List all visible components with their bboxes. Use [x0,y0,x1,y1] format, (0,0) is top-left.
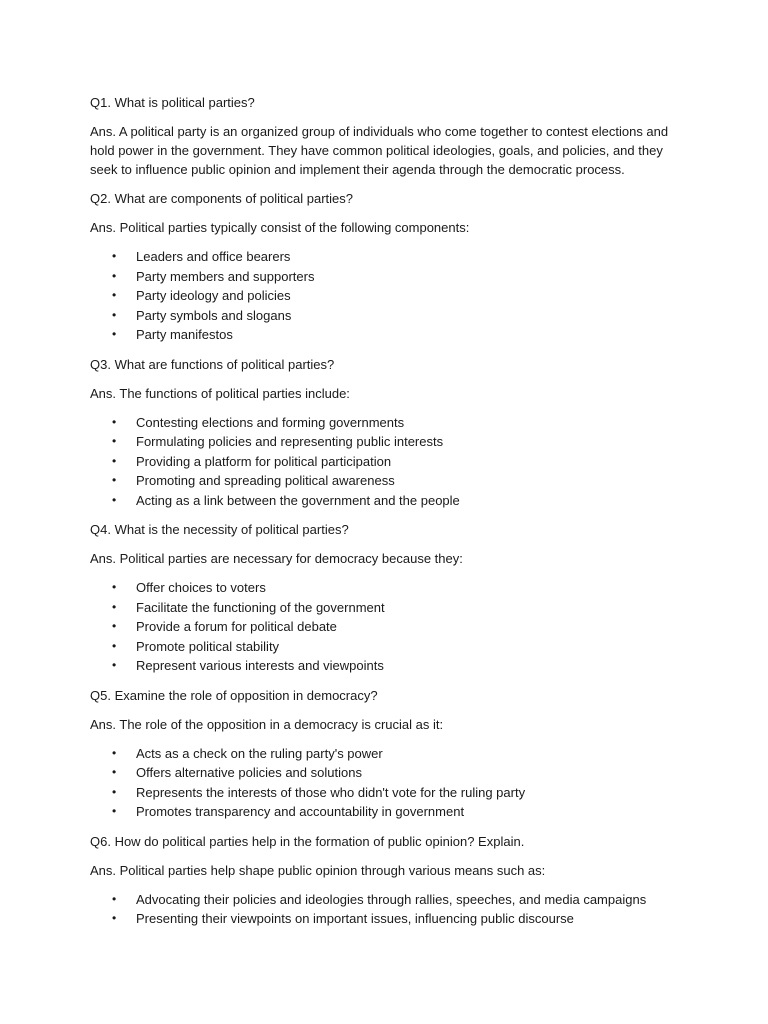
list-item-text: Facilitate the functioning of the government [136,599,385,615]
list-item-text: Providing a platform for political participation [136,453,392,469]
bullet-icon: • [112,911,117,925]
list-item [112,783,690,803]
list-item-text: Acting as a link between the government and the people [136,492,460,508]
list-item [112,471,690,491]
list-item-text: Promote political stability [136,638,280,654]
list-item [112,432,690,452]
bullet-icon: • [112,580,117,594]
list-item [112,578,690,598]
bullet-icon: • [112,434,117,448]
list-item-text: Party manifestos [136,327,233,342]
question-4: Q4. What is the necessity of political parties? [90,522,349,537]
list-item [112,325,690,345]
list-item [112,763,690,783]
question-6: Q6. How do political parties help in the formation of public opinion? Explain. [90,833,525,849]
list-item [112,306,690,326]
bullet-list-4 [90,578,690,676]
bullet-icon: • [112,765,117,779]
list-item-text: Formulating policies and representing public interests [136,434,444,449]
list-item-text: Offers alternative policies and solutions [136,765,362,780]
list-item [112,491,690,511]
answer-4: Ans. Political parties are necessary for democracy because they: [90,551,463,566]
bullet-list-2 [90,247,690,345]
bullet-icon: • [112,307,117,322]
answer-5: Ans. The role of the opposition in a democracy is crucial as it: [90,716,444,732]
list-item [112,598,690,618]
question-2: Q2. What are components of political parties? [90,191,354,206]
list-item [112,802,690,822]
bullet-icon: • [112,327,117,341]
bullet-icon: • [112,784,117,799]
list-item [112,413,690,433]
bullet-icon: • [112,414,117,429]
answer-6: Ans. Political parties help shape public opinion through various means such as: [90,862,546,878]
bullet-icon: • [112,453,117,468]
list-item-text: Party ideology and policies [136,288,291,303]
bullet-icon: • [112,268,117,283]
list-item [112,890,690,910]
question-5: Q5. Examine the role of opposition in democracy? [90,687,378,703]
list-item-text: Promoting and spreading political awareness [136,473,395,488]
bullet-icon: • [112,492,117,507]
list-item [112,909,690,929]
bullet-icon: • [112,619,117,633]
list-item [112,452,690,472]
list-item-text: Offer choices to voters [136,580,266,595]
list-item-text: Advocating their policies and ideologies through rallies, speeches, and media campaigns [136,891,647,907]
list-item-text: Presenting their viewpoints on important issues, influencing public discourse [136,911,574,926]
list-item-text: Represents the interests of those who didn't vote for the ruling party [136,784,526,800]
list-item [112,656,690,676]
list-item-text: Provide a forum for political debate [136,619,337,634]
list-item-text: Acts as a check on the ruling party's power [136,745,383,761]
bullet-list-3 [90,413,690,511]
list-item [112,286,690,306]
list-item [112,617,690,637]
bullet-icon: • [112,249,117,263]
bullet-icon: • [112,804,117,818]
bullet-icon: • [112,473,117,487]
list-item-text: Party symbols and slogans [136,307,292,323]
list-item-text: Promotes transparency and accountability in government [136,804,465,819]
list-item-text: Represent various interests and viewpoints [136,658,384,673]
list-item [112,637,690,657]
bullet-icon: • [112,599,117,614]
bullet-list-6 [90,890,690,929]
question-1: Q1. What is political parties? [90,95,255,110]
answer-1: Ans. A political party is an organized group of individuals who come together to contest elections and hold power in the government. They have common political ideologies, goals, and policies, and they seek to influence public opinion and implement their agenda through the democratic process. [90,124,669,177]
answer-3: Ans. The functions of political parties include: [90,385,350,401]
answer-2: Ans. Political parties typically consist of the following components: [90,220,470,235]
bullet-icon: • [112,638,117,653]
list-item [112,267,690,287]
list-item-text: Leaders and office bearers [136,249,291,264]
question-3: Q3. What are functions of political parties? [90,356,335,372]
bullet-icon: • [112,891,117,906]
bullet-list-5 [90,744,690,822]
bullet-icon: • [112,658,117,672]
list-item-text: Contesting elections and forming governments [136,414,405,430]
list-item-text: Party members and supporters [136,268,315,284]
bullet-icon: • [112,745,117,760]
document-content [90,93,690,939]
bullet-icon: • [112,288,117,302]
list-item [112,247,690,267]
list-item [112,744,690,764]
